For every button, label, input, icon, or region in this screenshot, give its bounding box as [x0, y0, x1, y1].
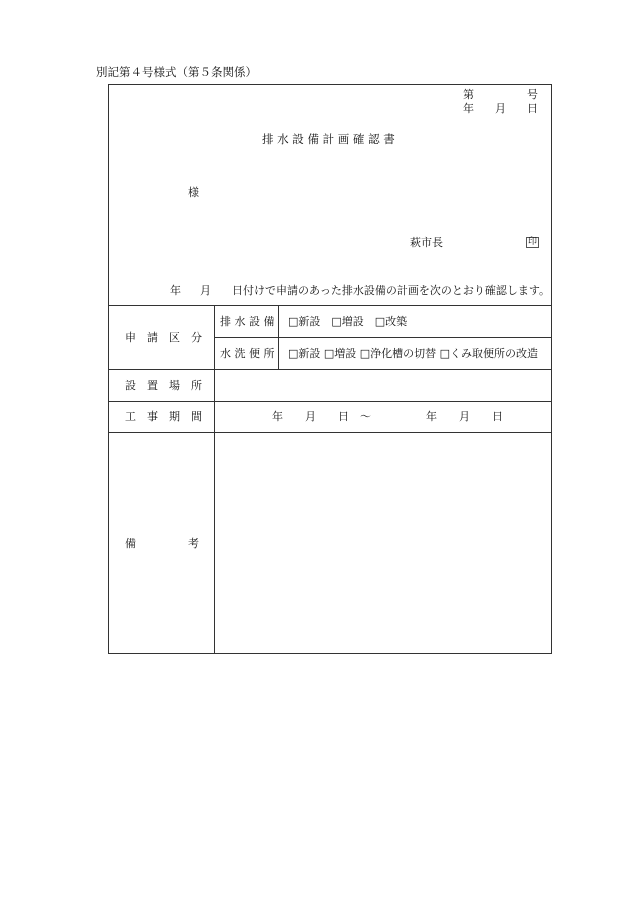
remarks-label-right: 考 — [188, 537, 199, 550]
sublabel-column-divider — [278, 305, 279, 369]
row-divider-remarks — [108, 432, 552, 433]
label-column-divider — [214, 305, 215, 654]
drainage-label: 排 水 設 備 — [220, 315, 275, 328]
flush-toilet-label: 水 洗 便 所 — [220, 347, 275, 360]
period-value: 年 月 日 ～ 年 月 日 — [272, 410, 503, 423]
table-top-border — [108, 305, 552, 306]
application-type-label: 申 請 区 分 — [125, 331, 202, 344]
date-year: 年 — [463, 102, 474, 115]
remarks-label-left: 備 — [125, 537, 136, 550]
date-month: 月 — [495, 102, 506, 115]
row-divider-application — [214, 337, 552, 338]
statement-text: 日付けで申請のあった排水設備の計画を次のとおり確認します。 — [232, 284, 551, 297]
drainage-options: □新設 □増設 □改築 — [288, 315, 408, 328]
location-label: 設 置 場 所 — [125, 379, 202, 392]
seal-mark: 印 — [528, 237, 538, 247]
row-divider-location — [108, 369, 552, 370]
period-label: 工 事 期 間 — [125, 410, 202, 423]
date-day: 日 — [527, 102, 538, 115]
row-divider-period — [108, 401, 552, 402]
issuer-name: 萩市長 — [410, 236, 443, 249]
statement-month: 月 — [200, 284, 211, 297]
form-number-label: 別記第４号様式（第５条関係） — [96, 65, 257, 79]
flush-toilet-options: □新設 □増設 □浄化槽の切替 □くみ取便所の改造 — [288, 347, 539, 360]
document-title: 排 水 設 備 計 画 確 認 書 — [262, 132, 395, 146]
statement-year: 年 — [170, 284, 181, 297]
number-gou: 号 — [527, 88, 538, 101]
addressee-suffix: 様 — [188, 186, 199, 199]
number-dai: 第 — [463, 88, 474, 101]
